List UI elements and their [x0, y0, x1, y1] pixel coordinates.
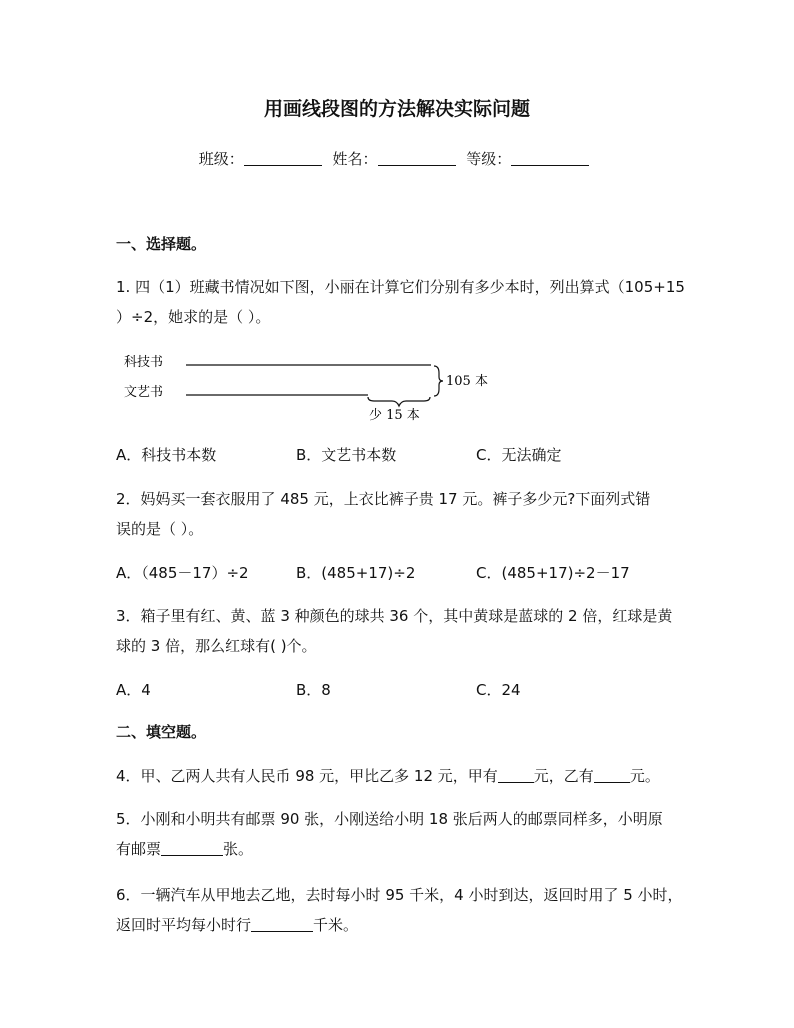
- grade-blank[interactable]: [511, 151, 589, 166]
- diagram-difference-label: 少 15 本: [369, 408, 420, 423]
- q6-text-1: 返回时平均每小时行: [116, 916, 252, 934]
- name-blank[interactable]: [378, 151, 456, 166]
- question-5-line-2: [116, 838, 253, 859]
- question-2-line-1: 2．妈妈买一套衣服用了 485 元，上衣比裤子贵 17 元。裤子多少元?下面列式错: [116, 490, 651, 508]
- page-title: 用画线段图的方法解决实际问题: [263, 98, 530, 120]
- diagram-label-literature: 文艺书: [124, 385, 164, 400]
- q1-option-c[interactable]: C．无法确定: [476, 446, 562, 464]
- q4-answer-blank-a[interactable]: [498, 768, 534, 783]
- q4-text-2: 元，乙有: [533, 767, 594, 785]
- question-6-line-1: 6．一辆汽车从甲地去乙地，去时每小时 95 千米，4 小时到达，返回时用了 5 小时，: [116, 886, 683, 904]
- q5-answer-blank[interactable]: [161, 841, 223, 856]
- q5-text-1: 有邮票: [116, 840, 162, 858]
- q2-option-a[interactable]: A．（485－17）÷2: [116, 564, 249, 582]
- q3-option-a[interactable]: A．4: [116, 681, 151, 699]
- diagram-brace-total: [434, 366, 443, 396]
- class-blank[interactable]: [244, 151, 322, 166]
- class-label: 班级：: [198, 150, 244, 168]
- question-6-line-2: [116, 914, 358, 935]
- section-heading-choice: 一、选择题。: [116, 235, 207, 253]
- q3-option-c[interactable]: C．24: [476, 681, 521, 699]
- q6-answer-blank[interactable]: [251, 917, 313, 932]
- student-info-line: [0, 148, 794, 169]
- q2-option-b[interactable]: B．(485+17)÷2: [296, 564, 416, 582]
- question-3-line-2: 球的 3 倍，那么红球有( )个。: [116, 637, 317, 655]
- question-3-line-1: 3．箱子里有红、黄、蓝 3 种颜色的球共 36 个，其中黄球是蓝球的 2 倍，红球是黄: [116, 607, 673, 625]
- q4-text-3: 元。: [629, 767, 660, 785]
- diagram-label-science: 科技书: [124, 355, 164, 370]
- q4-answer-blank-b[interactable]: [594, 768, 630, 783]
- question-4: [116, 765, 660, 786]
- q4-text-1: 4．甲、乙两人共有人民币 98 元，甲比乙多 12 元，甲有: [116, 767, 498, 785]
- q2-option-c[interactable]: C．(485+17)÷2－17: [476, 564, 630, 582]
- diagram-brace-difference: [368, 397, 430, 406]
- q3-option-b[interactable]: B．8: [296, 681, 331, 699]
- question-1-line-diagram: [116, 345, 496, 425]
- question-2-line-2: 误的是（ ）。: [116, 520, 204, 538]
- grade-label: 等级：: [466, 150, 512, 168]
- q1-option-a[interactable]: A．科技书本数: [116, 446, 217, 464]
- question-1-line-1: 1. 四（1）班藏书情况如下图，小丽在计算它们分别有多少本时，列出算式（105+15: [116, 278, 685, 296]
- q5-text-2: 张。: [223, 840, 254, 858]
- diagram-total-label: 105 本: [446, 374, 488, 389]
- name-label: 姓名：: [332, 150, 378, 168]
- section-heading-fill: 二、填空题。: [116, 723, 207, 741]
- question-1-line-2: ）÷2，她求的是（ ）。: [116, 308, 271, 326]
- q6-text-2: 千米。: [313, 916, 359, 934]
- q1-option-b[interactable]: B．文艺书本数: [296, 446, 397, 464]
- question-5-line-1: 5．小刚和小明共有邮票 90 张，小刚送给小明 18 张后两人的邮票同样多，小明原: [116, 810, 663, 828]
